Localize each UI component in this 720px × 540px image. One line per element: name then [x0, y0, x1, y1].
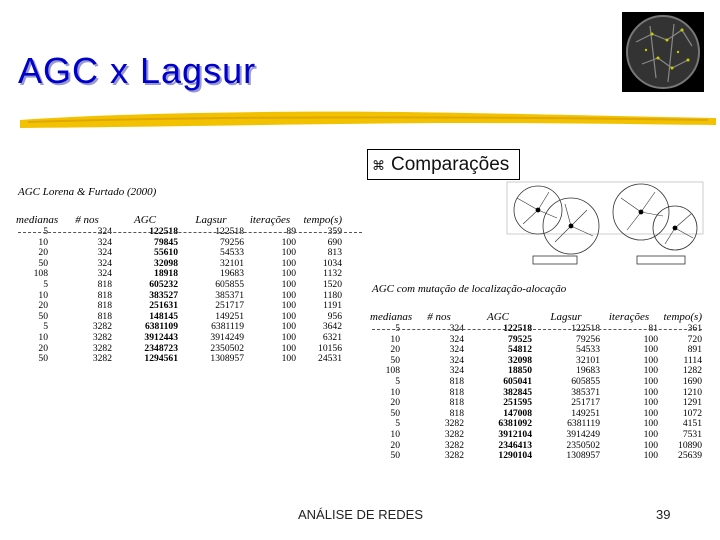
table-cell: 20: [390, 397, 400, 409]
table-row: [16, 333, 342, 344]
clustering-diagram: [505, 180, 705, 266]
table-cell: 2346413: [498, 439, 532, 451]
table-cell: 324: [449, 323, 464, 334]
table-cell: 2348723: [144, 342, 178, 354]
table-cell: 79525: [508, 333, 532, 345]
table-cell: 1191: [323, 300, 342, 312]
table-cell: 1180: [323, 289, 342, 301]
column-header: # nos: [75, 214, 99, 226]
table-cell: 1690: [682, 375, 702, 387]
column-header: tempo(s): [663, 311, 702, 323]
table-cell: 100: [643, 439, 658, 451]
table-cell: 2350502: [210, 342, 244, 354]
table-cell: 690: [327, 236, 342, 248]
table-cell: 383527: [149, 289, 178, 301]
table-cell: 3282: [444, 428, 464, 440]
table-cell: 100: [281, 257, 296, 269]
table-cell: 324: [449, 344, 464, 356]
table-cell: 1114: [683, 354, 702, 366]
table-cell: 10156: [318, 342, 342, 354]
table-cell: 100: [643, 365, 658, 377]
right-table: [370, 310, 702, 462]
table-cell: 6381119: [211, 321, 244, 333]
table-cell: 324: [97, 268, 112, 280]
table-cell: 3914249: [210, 331, 244, 343]
table-cell: 818: [97, 310, 112, 322]
table-cell: 891: [687, 344, 702, 356]
table-cell: 20: [38, 247, 48, 259]
table-cell: 818: [97, 278, 112, 290]
table-cell: 100: [281, 310, 296, 322]
column-header: # nos: [427, 311, 451, 323]
table-cell: 81: [648, 323, 658, 334]
table-cell: 50: [38, 257, 48, 269]
table-cell: 100: [643, 354, 658, 366]
table-row: [16, 354, 342, 365]
table-cell: 79256: [220, 236, 244, 248]
table-cell: 147008: [503, 407, 532, 419]
table-cell: 100: [643, 450, 658, 462]
table-cell: 18850: [508, 365, 532, 377]
table-cell: 956: [327, 310, 342, 322]
table-cell: 1210: [682, 386, 702, 398]
table-cell: 324: [97, 247, 112, 259]
table-cell: 100: [281, 321, 296, 333]
table-cell: 605855: [571, 375, 600, 387]
table-cell: 89: [286, 226, 296, 237]
table-cell: 3912443: [144, 331, 178, 343]
table-cell: 324: [97, 257, 112, 269]
table-cell: 19683: [576, 365, 600, 377]
table-cell: 385371: [215, 289, 244, 301]
table-cell: 18918: [154, 268, 178, 280]
globe-logo-icon: [622, 12, 704, 92]
table-cell: 5: [43, 321, 48, 333]
table-cell: 3914249: [566, 428, 600, 440]
table-cell: 54812: [508, 344, 532, 356]
table-cell: 818: [449, 386, 464, 398]
column-header: medianas: [370, 311, 413, 323]
table-cell: 20: [38, 300, 48, 312]
table-cell: 251631: [149, 300, 178, 312]
table-cell: 10: [390, 333, 400, 345]
table-cell: 32098: [508, 354, 532, 366]
table-cell: 10: [38, 289, 48, 301]
table-cell: 720: [687, 333, 702, 345]
column-header: Lagsur: [195, 214, 227, 226]
left-table: [16, 213, 342, 365]
table-cell: 100: [281, 236, 296, 248]
table-cell: 54533: [220, 247, 244, 259]
table-cell: 79256: [576, 333, 600, 345]
column-header: AGC: [487, 311, 509, 323]
table-cell: 122518: [503, 323, 532, 334]
table-row: [16, 280, 342, 291]
table-cell: 10: [38, 331, 48, 343]
table-cell: 1290104: [498, 450, 532, 462]
table-cell: 54533: [576, 344, 600, 356]
table-cell: 1308957: [210, 353, 244, 365]
table-cell: 1291: [682, 397, 702, 409]
footer-text: ANÁLISE DE REDES: [298, 507, 423, 522]
column-header: AGC: [134, 214, 156, 226]
table-cell: 1072: [682, 407, 702, 419]
table-cell: 361: [687, 323, 702, 334]
table-cell: 605232: [149, 278, 178, 290]
table-cell: 5: [395, 375, 400, 387]
table-cell: 324: [449, 333, 464, 345]
table-cell: 50: [390, 354, 400, 366]
table-cell: 100: [281, 331, 296, 343]
table-cell: 100: [643, 375, 658, 387]
table-cell: 100: [643, 418, 658, 430]
table-cell: 32101: [220, 257, 244, 269]
table-cell: 1132: [323, 268, 342, 280]
column-header: iterações: [249, 214, 291, 226]
table-cell: 55610: [154, 247, 178, 259]
table-cell: 6381119: [567, 418, 600, 430]
table-cell: 251717: [215, 300, 244, 312]
table-cell: 100: [643, 397, 658, 409]
table-cell: 50: [390, 450, 400, 462]
table-cell: 100: [643, 333, 658, 345]
table-cell: 50: [38, 310, 48, 322]
table-cell: 5: [43, 278, 48, 290]
table-cell: 100: [643, 407, 658, 419]
table-cell: 3282: [92, 321, 112, 333]
table-cell: 25639: [678, 450, 702, 462]
left-table-caption: AGC Lorena & Furtado (2000): [18, 186, 157, 198]
table-cell: 1282: [682, 365, 702, 377]
z-bullet-icon: ⌘: [372, 158, 385, 173]
table-cell: 3282: [444, 418, 464, 430]
table-cell: 108: [33, 268, 48, 280]
page-number: 39: [656, 507, 671, 522]
table-cell: 818: [449, 375, 464, 387]
table-cell: 813: [327, 247, 342, 259]
table-cell: 20: [390, 344, 400, 356]
table-cell: 818: [449, 397, 464, 409]
table-cell: 324: [449, 365, 464, 377]
table-row: [370, 377, 702, 388]
table-cell: 100: [281, 268, 296, 280]
slide-title: AGC x Lagsur: [18, 50, 257, 91]
table-cell: 3642: [322, 321, 342, 333]
table-cell: 108: [385, 365, 400, 377]
table-cell: 100: [281, 342, 296, 354]
table-cell: 20: [390, 439, 400, 451]
table-cell: 605041: [503, 375, 532, 387]
table-cell: 6381092: [498, 418, 532, 430]
right-table-caption: AGC com mutação de localização-alocação: [372, 283, 567, 295]
table-cell: 818: [97, 289, 112, 301]
table-cell: 3282: [444, 439, 464, 451]
table-cell: 251717: [571, 397, 600, 409]
table-cell: 100: [281, 353, 296, 365]
table-cell: 50: [390, 407, 400, 419]
table-cell: 10890: [678, 439, 702, 451]
table-row: [370, 451, 702, 462]
table-cell: 359: [327, 226, 342, 237]
table-cell: 100: [281, 247, 296, 259]
table-cell: 10: [38, 236, 48, 248]
table-cell: 324: [449, 354, 464, 366]
table-cell: 100: [281, 289, 296, 301]
table-row: [370, 430, 702, 441]
table-cell: 122518: [215, 226, 244, 237]
table-cell: 605855: [215, 278, 244, 290]
left-divider: [18, 232, 362, 233]
table-cell: 818: [97, 300, 112, 312]
table-cell: 79845: [154, 236, 178, 248]
table-cell: 122518: [149, 226, 178, 237]
right-divider: [372, 329, 702, 330]
table-cell: 1520: [322, 278, 342, 290]
table-cell: 1308957: [566, 450, 600, 462]
table-cell: 5: [43, 226, 48, 237]
table-cell: 32098: [154, 257, 178, 269]
table-cell: 19683: [220, 268, 244, 280]
table-cell: 385371: [571, 386, 600, 398]
table-cell: 100: [281, 300, 296, 312]
column-header: iterações: [608, 311, 650, 323]
table-cell: 5: [395, 323, 400, 334]
table-cell: 6381109: [144, 321, 178, 333]
table-cell: 3912104: [498, 428, 532, 440]
table-cell: 1294561: [144, 353, 178, 365]
table-cell: 122518: [571, 323, 600, 334]
column-header: tempo(s): [303, 214, 342, 226]
table-cell: 32101: [576, 354, 600, 366]
column-header: Lagsur: [550, 311, 582, 323]
table-cell: 3282: [92, 331, 112, 343]
table-cell: 251595: [503, 397, 532, 409]
table-cell: 7531: [682, 428, 702, 440]
table-cell: 1034: [322, 257, 342, 269]
table-cell: 3282: [92, 353, 112, 365]
table-cell: 149251: [215, 310, 244, 322]
table-cell: 2350502: [566, 439, 600, 451]
table-cell: 10: [390, 428, 400, 440]
table-cell: 4151: [682, 418, 702, 430]
table-cell: 3282: [92, 342, 112, 354]
table-cell: 100: [643, 344, 658, 356]
table-cell: 20: [38, 342, 48, 354]
table-cell: 100: [643, 386, 658, 398]
comparacoes-box: [367, 149, 520, 180]
column-header: medianas: [16, 214, 59, 226]
table-cell: 818: [449, 407, 464, 419]
table-cell: 5: [395, 418, 400, 430]
table-cell: 149251: [571, 407, 600, 419]
table-cell: 50: [38, 353, 48, 365]
title-underline-stroke: [18, 108, 718, 130]
table-cell: 148145: [149, 310, 178, 322]
table-cell: 324: [97, 226, 112, 237]
table-cell: 10: [390, 386, 400, 398]
table-cell: 6321: [322, 331, 342, 343]
bullet-text: Comparações: [391, 154, 510, 175]
table-cell: 382845: [503, 386, 532, 398]
table-cell: 100: [643, 428, 658, 440]
table-cell: 24531: [318, 353, 342, 365]
table-cell: 100: [281, 278, 296, 290]
table-cell: 3282: [444, 450, 464, 462]
table-cell: 324: [97, 236, 112, 248]
